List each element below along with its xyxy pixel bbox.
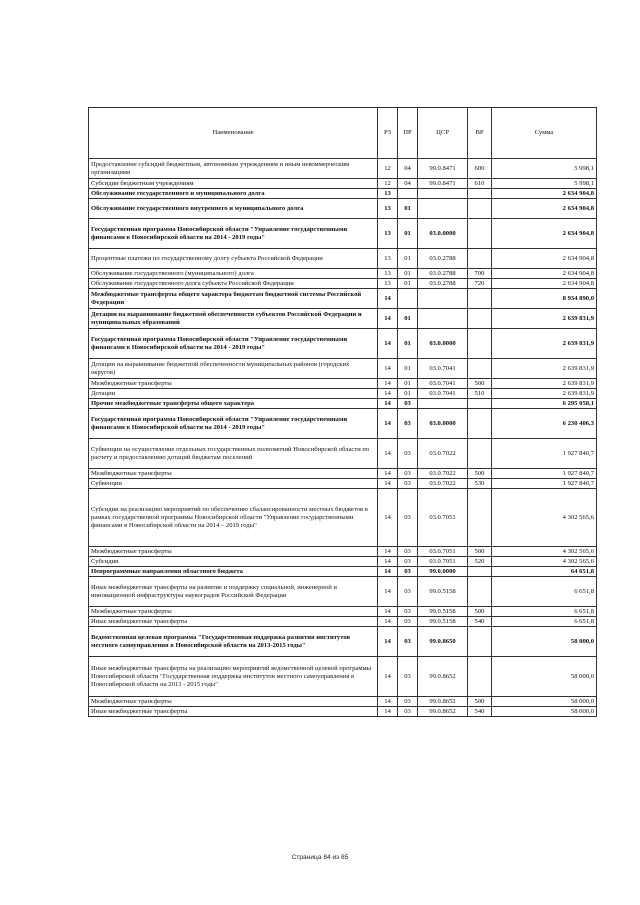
cell-vr — [468, 249, 492, 269]
cell-pr: 01 — [398, 249, 418, 269]
cell-name: Дотации на выравнивание бюджетной обеспеченности муниципальных районов (городских округов) — [89, 359, 378, 379]
cell-rz: 14 — [378, 359, 398, 379]
cell-pr: 03 — [398, 469, 418, 479]
table-row — [89, 469, 597, 479]
table-row — [89, 627, 597, 657]
cell-rz: 14 — [378, 379, 398, 389]
table-row — [89, 379, 597, 389]
cell-vr — [468, 409, 492, 439]
cell-name: Межбюджетные трансферты — [89, 469, 378, 479]
cell-csr: 99.0.5158 — [418, 607, 468, 617]
cell-name: Процентные платежи по государственному долгу субъекта Российской Федерации — [89, 249, 378, 269]
table-row — [89, 707, 597, 717]
table-row — [89, 289, 597, 309]
cell-rz: 13 — [378, 279, 398, 289]
cell-sum: 8 934 890,0 — [492, 289, 597, 309]
cell-rz: 14 — [378, 617, 398, 627]
cell-pr: 03 — [398, 707, 418, 717]
table-row — [89, 547, 597, 557]
table-row — [89, 219, 597, 249]
cell-rz: 14 — [378, 469, 398, 479]
cell-pr: 03 — [398, 577, 418, 607]
cell-pr: 03 — [398, 439, 418, 469]
cell-pr: 01 — [398, 389, 418, 399]
cell-vr: 600 — [468, 159, 492, 179]
cell-name: Иные межбюджетные трансферты — [89, 617, 378, 627]
cell-csr: 03.0.7051 — [418, 489, 468, 547]
cell-csr: 03.0.7041 — [418, 359, 468, 379]
table-row — [89, 269, 597, 279]
cell-pr: 03 — [398, 607, 418, 617]
cell-rz: 14 — [378, 399, 398, 409]
cell-csr: 03.0.7041 — [418, 389, 468, 399]
cell-vr: 610 — [468, 179, 492, 189]
cell-pr: 03 — [398, 697, 418, 707]
cell-csr: 03.0.2788 — [418, 279, 468, 289]
table-row — [89, 159, 597, 179]
cell-sum: 6 651,8 — [492, 577, 597, 607]
cell-rz: 14 — [378, 547, 398, 557]
cell-sum: 2 634 904,8 — [492, 219, 597, 249]
cell-name: Субсидии — [89, 557, 378, 567]
cell-name: Государственная программа Новосибирской области "Управление государственными финансами в Новосибирской области на 2014 - 2019 годы" — [89, 329, 378, 359]
cell-sum: 2 639 831,9 — [492, 359, 597, 379]
cell-sum: 4 302 565,6 — [492, 489, 597, 547]
cell-vr — [468, 489, 492, 547]
cell-csr: 99.0.5158 — [418, 617, 468, 627]
cell-rz: 12 — [378, 159, 398, 179]
table-row — [89, 399, 597, 409]
cell-pr: 01 — [398, 269, 418, 279]
cell-name: Прочие межбюджетные трансферты общего характера — [89, 399, 378, 409]
cell-pr: 03 — [398, 557, 418, 567]
cell-sum: 6 651,8 — [492, 617, 597, 627]
cell-name: Предоставление субсидий бюджетным, автономным учреждениям и иным некоммерческим организациям — [89, 159, 378, 179]
cell-sum: 2 634 904,8 — [492, 279, 597, 289]
cell-sum: 2 634 904,8 — [492, 189, 597, 199]
cell-rz: 14 — [378, 577, 398, 607]
cell-csr: 99.0.8650 — [418, 627, 468, 657]
table-row — [89, 657, 597, 697]
cell-vr — [468, 219, 492, 249]
cell-name: Непрограммные направления областного бюджета — [89, 567, 378, 577]
cell-vr: 500 — [468, 697, 492, 707]
cell-pr: 01 — [398, 309, 418, 329]
table-row — [89, 409, 597, 439]
cell-sum: 6 295 058,1 — [492, 399, 597, 409]
cell-name: Межбюджетные трансферты — [89, 547, 378, 557]
cell-csr: 03.0.7051 — [418, 547, 468, 557]
table-row — [89, 179, 597, 189]
cell-name: Обслуживание государственного внутреннего и муниципального долга — [89, 199, 378, 219]
cell-sum: 5 998,1 — [492, 159, 597, 179]
cell-vr: 500 — [468, 469, 492, 479]
cell-sum: 58 000,0 — [492, 707, 597, 717]
cell-pr: 03 — [398, 479, 418, 489]
cell-csr: 03.0.7022 — [418, 439, 468, 469]
cell-name: Межбюджетные трансферты — [89, 697, 378, 707]
cell-pr: 03 — [398, 567, 418, 577]
cell-csr: 99.0.8652 — [418, 707, 468, 717]
cell-sum: 5 998,1 — [492, 179, 597, 189]
cell-sum: 1 927 840,7 — [492, 439, 597, 469]
cell-vr: 500 — [468, 379, 492, 389]
cell-pr: 03 — [398, 547, 418, 557]
cell-csr: 03.0.7022 — [418, 469, 468, 479]
cell-csr: 03.0.7051 — [418, 557, 468, 567]
table-row — [89, 189, 597, 199]
cell-rz: 14 — [378, 697, 398, 707]
cell-name: Иные межбюджетные трансферты на развитие и поддержку социальной, инженерной и инновационной инфраструктуры наукоградов Российской Федерации — [89, 577, 378, 607]
cell-vr — [468, 359, 492, 379]
cell-sum: 2 639 831,9 — [492, 389, 597, 399]
header-rz: РЗ — [378, 108, 398, 159]
cell-csr: 99.0.8652 — [418, 697, 468, 707]
cell-vr: 500 — [468, 547, 492, 557]
cell-name: Субсидии на реализацию мероприятий по обеспечению сбалансированности местных бюджетов в рамках государственной программы Новосибирской области "Управление государственными финансами в Новосибирской области на 2014 – 2019 годы" — [89, 489, 378, 547]
cell-sum: 4 302 565,6 — [492, 547, 597, 557]
budget-table — [88, 107, 597, 717]
cell-csr: 03.0.7041 — [418, 379, 468, 389]
cell-vr — [468, 189, 492, 199]
cell-name: Иные межбюджетные трансферты — [89, 707, 378, 717]
cell-pr: 01 — [398, 359, 418, 379]
table-header — [89, 108, 597, 159]
cell-vr — [468, 399, 492, 409]
cell-name: Ведомственная целевая программа "Государственная поддержка развития институтов местного самоуправления в Новосибирской области на 2013-2015 годы" — [89, 627, 378, 657]
cell-csr: 03.0.0000 — [418, 329, 468, 359]
cell-pr: 03 — [398, 617, 418, 627]
cell-pr: 03 — [398, 409, 418, 439]
cell-pr: 01 — [398, 329, 418, 359]
cell-name: Дотации — [89, 389, 378, 399]
cell-csr — [418, 199, 468, 219]
page-number: Страница 84 из 85 — [291, 854, 349, 861]
cell-pr: 03 — [398, 657, 418, 697]
table-row — [89, 697, 597, 707]
table-row — [89, 607, 597, 617]
cell-name: Субсидии бюджетным учреждениям — [89, 179, 378, 189]
table-row — [89, 279, 597, 289]
table-row — [89, 617, 597, 627]
cell-csr: 99.0.8471 — [418, 179, 468, 189]
cell-vr — [468, 289, 492, 309]
cell-rz: 13 — [378, 249, 398, 269]
cell-csr: 99.0.0000 — [418, 567, 468, 577]
cell-vr — [468, 577, 492, 607]
cell-csr: 03.0.2788 — [418, 269, 468, 279]
cell-rz: 14 — [378, 557, 398, 567]
table-row — [89, 577, 597, 607]
cell-vr: 540 — [468, 707, 492, 717]
cell-sum: 64 651,8 — [492, 567, 597, 577]
cell-rz: 14 — [378, 329, 398, 359]
cell-name: Субвенции на осуществление отдельных государственных полномочий Новосибирской области по расчету и предоставлению дотаций бюджетам поселений — [89, 439, 378, 469]
cell-rz: 14 — [378, 657, 398, 697]
header-vr: ВР — [468, 108, 492, 159]
cell-csr: 03.0.0000 — [418, 409, 468, 439]
cell-vr — [468, 627, 492, 657]
cell-sum: 1 927 840,7 — [492, 469, 597, 479]
header-row — [89, 108, 597, 159]
cell-rz: 14 — [378, 439, 398, 469]
cell-rz: 12 — [378, 179, 398, 189]
cell-rz: 14 — [378, 409, 398, 439]
cell-sum: 1 927 840,7 — [492, 479, 597, 489]
table-row — [89, 489, 597, 547]
cell-rz: 14 — [378, 389, 398, 399]
cell-pr: 01 — [398, 379, 418, 389]
table-row — [89, 199, 597, 219]
cell-name: Дотации на выравнивание бюджетной обеспеченности субъектов Российской Федерации и муниципальных образований — [89, 309, 378, 329]
cell-vr: 540 — [468, 617, 492, 627]
header-pr: ПР — [398, 108, 418, 159]
cell-csr: 03.0.7022 — [418, 479, 468, 489]
cell-csr: 99.0.8471 — [418, 159, 468, 179]
cell-sum: 2 634 904,8 — [492, 269, 597, 279]
table-body — [89, 159, 597, 717]
cell-vr — [468, 567, 492, 577]
cell-sum: 2 639 831,9 — [492, 309, 597, 329]
cell-rz: 14 — [378, 479, 398, 489]
cell-pr: 03 — [398, 399, 418, 409]
cell-rz: 14 — [378, 289, 398, 309]
cell-vr: 520 — [468, 557, 492, 567]
cell-name: Государственная программа Новосибирской области "Управление государственными финансами в Новосибирской области на 2014 - 2019 годы" — [89, 219, 378, 249]
cell-rz: 13 — [378, 199, 398, 219]
cell-csr — [418, 289, 468, 309]
table-row — [89, 479, 597, 489]
cell-sum: 6 651,8 — [492, 607, 597, 617]
cell-rz: 14 — [378, 567, 398, 577]
table-row — [89, 439, 597, 469]
cell-sum: 2 639 831,9 — [492, 329, 597, 359]
cell-pr: 01 — [398, 279, 418, 289]
cell-sum: 2 634 904,8 — [492, 249, 597, 269]
cell-name: Субвенции — [89, 479, 378, 489]
cell-pr — [398, 289, 418, 309]
table-row — [89, 309, 597, 329]
cell-vr: 720 — [468, 279, 492, 289]
cell-pr: 03 — [398, 627, 418, 657]
cell-sum: 58 000,0 — [492, 697, 597, 707]
cell-csr: 03.0.0000 — [418, 219, 468, 249]
table-row — [89, 567, 597, 577]
cell-name: Межбюджетные трансферты общего характера бюджетам бюджетной системы Российской Федерации — [89, 289, 378, 309]
cell-pr: 04 — [398, 179, 418, 189]
cell-rz: 13 — [378, 269, 398, 279]
cell-vr: 510 — [468, 389, 492, 399]
cell-csr — [418, 399, 468, 409]
cell-pr — [398, 189, 418, 199]
cell-name: Межбюджетные трансферты — [89, 607, 378, 617]
table-row — [89, 557, 597, 567]
cell-vr: 700 — [468, 269, 492, 279]
cell-rz: 13 — [378, 219, 398, 249]
cell-csr: 99.0.8652 — [418, 657, 468, 697]
cell-rz: 14 — [378, 627, 398, 657]
table-row — [89, 249, 597, 269]
cell-name: Государственная программа Новосибирской области "Управление государственными финансами в Новосибирской области на 2014 - 2019 годы" — [89, 409, 378, 439]
cell-name: Межбюджетные трансферты — [89, 379, 378, 389]
cell-sum: 58 000,0 — [492, 657, 597, 697]
cell-sum: 58 000,0 — [492, 627, 597, 657]
cell-csr: 99.0.5158 — [418, 577, 468, 607]
cell-name: Иные межбюджетные трансферты на реализацию мероприятий ведомственной целевой программы Новосибирской области "Государственная поддержка институтов местного самоуправления в Новосибирской области на 2013 - 2015 годы" — [89, 657, 378, 697]
cell-pr: 01 — [398, 219, 418, 249]
table-row — [89, 389, 597, 399]
cell-vr — [468, 329, 492, 359]
header-csr: ЦСР — [418, 108, 468, 159]
table-row — [89, 329, 597, 359]
cell-rz: 14 — [378, 607, 398, 617]
cell-sum: 2 634 904,8 — [492, 199, 597, 219]
cell-vr — [468, 657, 492, 697]
cell-rz: 14 — [378, 707, 398, 717]
cell-name: Обслуживание государственного и муниципального долга — [89, 189, 378, 199]
cell-name: Обслуживание государственного долга субъекта Российской Федерации — [89, 279, 378, 289]
cell-vr — [468, 309, 492, 329]
cell-csr — [418, 309, 468, 329]
cell-vr: 500 — [468, 607, 492, 617]
cell-rz: 14 — [378, 309, 398, 329]
header-name: Наименование — [89, 108, 378, 159]
cell-vr — [468, 199, 492, 219]
cell-csr — [418, 189, 468, 199]
cell-vr — [468, 439, 492, 469]
cell-pr: 01 — [398, 199, 418, 219]
cell-sum: 6 230 406,3 — [492, 409, 597, 439]
cell-rz: 14 — [378, 489, 398, 547]
cell-sum: 4 302 565,6 — [492, 557, 597, 567]
header-sum: Сумма — [492, 108, 597, 159]
cell-name: Обслуживание государственного (муниципального) долга — [89, 269, 378, 279]
cell-sum: 2 639 831,9 — [492, 379, 597, 389]
table-row — [89, 359, 597, 379]
cell-rz: 13 — [378, 189, 398, 199]
cell-csr: 03.0.2788 — [418, 249, 468, 269]
cell-pr: 03 — [398, 489, 418, 547]
cell-vr: 530 — [468, 479, 492, 489]
cell-pr: 04 — [398, 159, 418, 179]
